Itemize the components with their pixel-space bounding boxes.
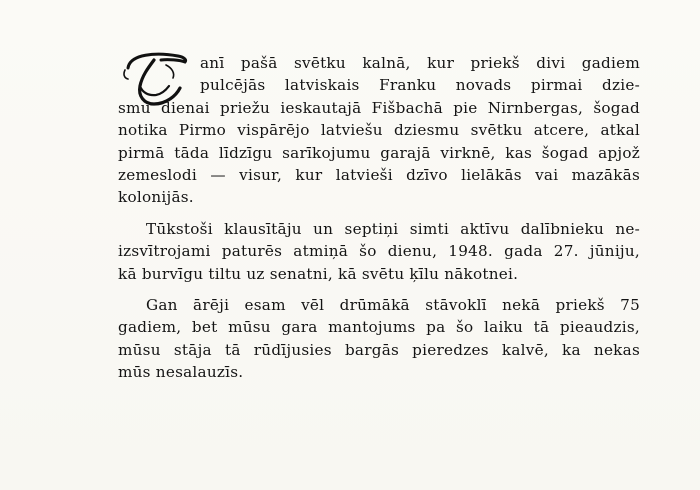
paragraph-3-line-4: mūs nesalauzīs. [118,363,244,382]
paragraph-1-line-2: pulcējās latviskais Franku novads pirmai dzie- [200,76,640,95]
paragraph-1-line-3: smu dienai priežu ieskautajā Fišbachā pie Nirnbergas, šogad [118,98,640,117]
paragraph-2-line-2: izsvītrojami paturēs atmiņā šo dienu, 1948. gada 27. jūniju, [118,242,640,261]
paragraph-2-line-1: Tūkstoši klausītāju un septiņi simti aktīvu dalībnieku ne- [146,219,640,238]
article-body [118,52,640,383]
paragraph-2-line-3: kā burvīgu tiltu uz senatni, kā svētu ķīlu nākotnei. [118,264,519,283]
paragraph-3 [118,294,640,384]
paragraph-1-line-6: zemeslodi — visur, kur latvieši dzīvo lielākās vai mazākās [118,165,640,184]
paragraph-1-line-1: anī pašā svētku kalnā, kur priekš divi gadiem [200,54,640,72]
paragraph-1 [118,52,640,209]
paragraph-3-line-1: Gan ārēji esam vēl drūmākā stāvoklī nekā priekš 75 [146,295,640,314]
paragraph-3-line-2: gadiem, bet mūsu gara mantojums pa šo laiku tā pieaudzis, [118,318,640,337]
paragraph-1-line-4: notika Pirmo vispārējo latviešu dziesmu svētku atcere, atkal [118,121,640,140]
paragraph-1-line-7: kolonijās. [118,188,194,207]
paragraph-1-line-5: pirmā tāda līdzīgu sarīkojumu garajā virknē, kas šogad apjož [118,143,640,162]
paragraph-3-line-3: mūsu stāja tā rūdījusies bargās pieredzes kalvē, ka nekas [118,340,640,359]
paragraph-2 [118,218,640,285]
